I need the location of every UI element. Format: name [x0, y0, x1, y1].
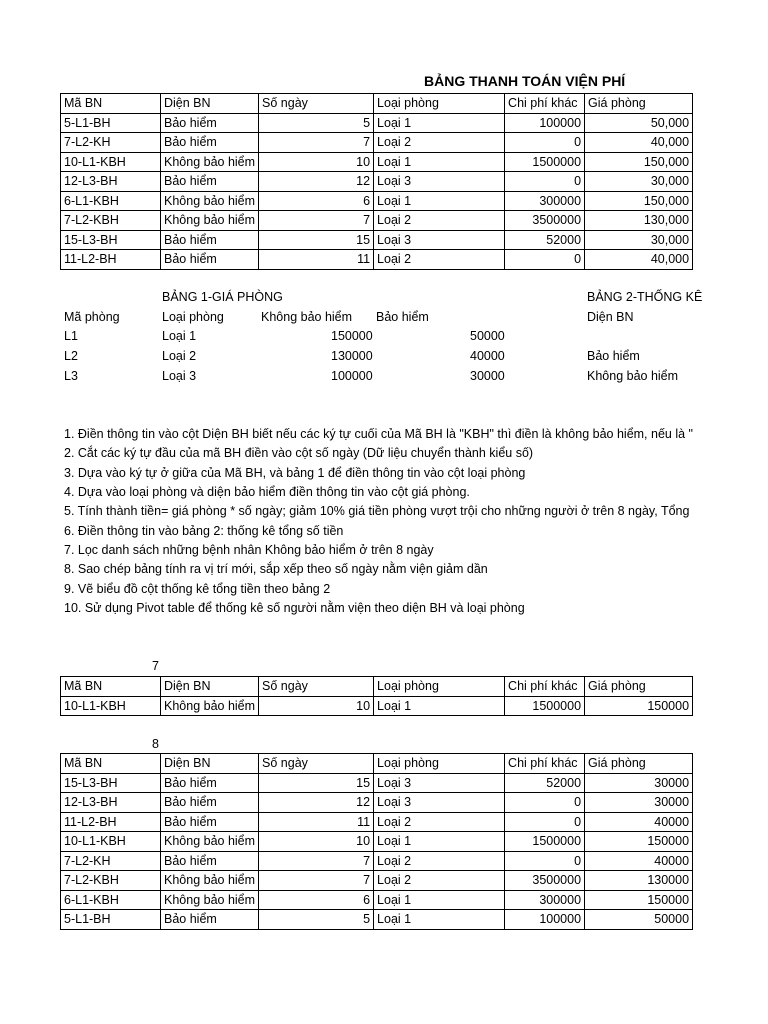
table-cell: Loại 1 — [374, 113, 505, 133]
table-cell: 150000 — [585, 696, 693, 716]
table2-row: Không bảo hiểm — [587, 369, 679, 383]
table-cell: Loại 1 — [374, 696, 505, 716]
table-row — [61, 696, 693, 716]
table-cell: 10-L1-KBH — [61, 696, 161, 716]
table1-cell: Loại 3 — [162, 369, 197, 383]
table1-header-ma-phong: Mã phòng — [64, 310, 120, 324]
table-cell: Loại 1 — [374, 832, 505, 852]
table-cell: 5-L1-BH — [61, 113, 161, 133]
table1-cell: 130000 — [331, 349, 373, 363]
table-cell: 7-L2-KBH — [61, 871, 161, 891]
table-cell: 11 — [259, 812, 374, 832]
instruction-4: 4. Dựa vào loại phòng và diện bảo hiểm điền thông tin vào cột giá phòng. — [64, 485, 470, 499]
table-row — [61, 113, 693, 133]
table-cell: Loại 3 — [374, 793, 505, 813]
table2-title: BẢNG 2-THỐNG KÊ — [587, 290, 703, 304]
table-cell: 0 — [505, 172, 585, 192]
table-cell: 52000 — [505, 773, 585, 793]
column-header: Số ngày — [259, 677, 374, 697]
table1-cell: 100000 — [331, 369, 373, 383]
table-cell: 5 — [259, 113, 374, 133]
table-cell: Bảo hiểm — [161, 133, 259, 153]
column-header: Loại phòng — [374, 754, 505, 774]
table-row — [61, 230, 693, 250]
table-cell: 0 — [505, 812, 585, 832]
table-cell: 300000 — [505, 191, 585, 211]
table-cell: 50000 — [585, 910, 693, 930]
table1-cell: 50000 — [470, 329, 505, 343]
table-cell: Loại 2 — [374, 250, 505, 270]
table-cell: Không bảo hiểm — [161, 871, 259, 891]
table-cell: 7-L2-KH — [61, 851, 161, 871]
table-header-row — [61, 754, 693, 774]
section8-label: 8 — [152, 737, 159, 751]
table-cell: 3500000 — [505, 871, 585, 891]
table-cell: Không bảo hiểm — [161, 152, 259, 172]
table2-header: Diện BN — [587, 310, 634, 324]
table-cell: Bảo hiểm — [161, 773, 259, 793]
table1-cell: Loại 1 — [162, 329, 197, 343]
column-header: Loại phòng — [374, 677, 505, 697]
table-cell: Loại 1 — [374, 910, 505, 930]
table-cell: 52000 — [505, 230, 585, 250]
table-cell: Loại 2 — [374, 871, 505, 891]
table-cell: Loại 3 — [374, 773, 505, 793]
table-row — [61, 773, 693, 793]
table-cell: 30000 — [585, 773, 693, 793]
table-row — [61, 152, 693, 172]
table1-cell: L1 — [64, 329, 78, 343]
table-cell: Loại 3 — [374, 230, 505, 250]
column-header: Chi phí khác — [505, 677, 585, 697]
table-cell: Không bảo hiểm — [161, 211, 259, 231]
instruction-7: 7. Lọc danh sách những bệnh nhân Không bảo hiểm ở trên 8 ngày — [64, 543, 434, 557]
table-cell: Loại 1 — [374, 152, 505, 172]
table-cell: 150,000 — [585, 152, 693, 172]
table2-row: Bảo hiểm — [587, 349, 640, 363]
table-cell: Loại 1 — [374, 890, 505, 910]
column-header: Chi phí khác — [505, 754, 585, 774]
column-header: Giá phòng — [585, 94, 693, 114]
table-cell: Không bảo hiểm — [161, 191, 259, 211]
table-cell: 10 — [259, 152, 374, 172]
table-row — [61, 851, 693, 871]
column-header: Diện BN — [161, 754, 259, 774]
table-cell: 0 — [505, 793, 585, 813]
table-cell: 6-L1-KBH — [61, 890, 161, 910]
table-cell: Không bảo hiểm — [161, 832, 259, 852]
table-header-row — [61, 677, 693, 697]
column-header: Mã BN — [61, 94, 161, 114]
table1-header-khong-bao-hiem: Không bảo hiểm — [261, 310, 353, 324]
table-cell: 50,000 — [585, 113, 693, 133]
table-cell: 40,000 — [585, 250, 693, 270]
table-cell: 7 — [259, 871, 374, 891]
column-header: Giá phòng — [585, 754, 693, 774]
instruction-10: 10. Sử dụng Pivot table để thống kê số người nằm viện theo diện BH và loại phòng — [64, 601, 525, 615]
table-cell: 40,000 — [585, 133, 693, 153]
table-cell: Bảo hiểm — [161, 812, 259, 832]
table-cell: 11-L2-BH — [61, 250, 161, 270]
column-header: Loại phòng — [374, 94, 505, 114]
table1-cell: 30000 — [470, 369, 505, 383]
column-header: Diện BN — [161, 677, 259, 697]
table-cell: 100000 — [505, 113, 585, 133]
table1-cell: 150000 — [331, 329, 373, 343]
table-cell: 0 — [505, 851, 585, 871]
table-cell: Bảo hiểm — [161, 230, 259, 250]
table1-cell: L2 — [64, 349, 78, 363]
table-cell: 10-L1-KBH — [61, 152, 161, 172]
table-cell: Loại 2 — [374, 812, 505, 832]
column-header: Chi phí khác — [505, 94, 585, 114]
table-cell: 7-L2-KBH — [61, 211, 161, 231]
table-cell: 130000 — [585, 871, 693, 891]
table-row — [61, 133, 693, 153]
table-cell: 7-L2-KH — [61, 133, 161, 153]
table-cell: 15-L3-BH — [61, 773, 161, 793]
table-cell: 100000 — [505, 910, 585, 930]
table-cell: Bảo hiểm — [161, 793, 259, 813]
table-cell: 15-L3-BH — [61, 230, 161, 250]
table-cell: Loại 2 — [374, 211, 505, 231]
main-table — [60, 93, 693, 270]
column-header: Diện BN — [161, 94, 259, 114]
table-cell: 11-L2-BH — [61, 812, 161, 832]
table-cell: 300000 — [505, 890, 585, 910]
instruction-2: 2. Cắt các ký tự đầu của mã BH điền vào cột số ngày (Dữ liệu chuyển thành kiểu số) — [64, 446, 534, 460]
table-cell: 1500000 — [505, 696, 585, 716]
table-cell: Loại 2 — [374, 851, 505, 871]
table-cell: Loại 2 — [374, 133, 505, 153]
table-cell: 5 — [259, 910, 374, 930]
table-header-row — [61, 94, 693, 114]
table1-header-bao-hiem: Bảo hiểm — [376, 310, 429, 324]
table-cell: 150000 — [585, 890, 693, 910]
table-row — [61, 812, 693, 832]
table-cell: 150,000 — [585, 191, 693, 211]
table-cell: 12-L3-BH — [61, 793, 161, 813]
table-cell: 10 — [259, 696, 374, 716]
section7-label: 7 — [152, 659, 159, 673]
table-cell: Bảo hiểm — [161, 851, 259, 871]
table-row — [61, 211, 693, 231]
table-cell: Bảo hiểm — [161, 172, 259, 192]
table-cell: 130,000 — [585, 211, 693, 231]
instruction-3: 3. Dựa vào ký tự ở giữa của Mã BH, và bảng 1 để điền thông tin vào cột loại phòng — [64, 466, 526, 480]
instruction-1: 1. Điền thông tin vào cột Diện BH biết nếu các ký tự cuối của Mã BH là "KBH" thì điền là không bảo hiểm, nếu là " — [64, 427, 693, 441]
table-cell: 6 — [259, 191, 374, 211]
table-cell: 1500000 — [505, 152, 585, 172]
table-row — [61, 191, 693, 211]
page-title: BẢNG THANH TOÁN VIỆN PHÍ — [424, 73, 626, 89]
section7-table — [60, 676, 693, 716]
table1-cell: L3 — [64, 369, 78, 383]
table-row — [61, 871, 693, 891]
table-cell: Bảo hiểm — [161, 250, 259, 270]
table1-title: BẢNG 1-GIÁ PHÒNG — [162, 290, 283, 304]
table1-cell: 40000 — [470, 349, 505, 363]
table-cell: 30000 — [585, 793, 693, 813]
section8-table — [60, 753, 693, 930]
table-row — [61, 172, 693, 192]
table-cell: 40000 — [585, 851, 693, 871]
table-cell: 7 — [259, 133, 374, 153]
table-cell: 12-L3-BH — [61, 172, 161, 192]
table-cell: 7 — [259, 851, 374, 871]
table-cell: 0 — [505, 250, 585, 270]
table-cell: 15 — [259, 773, 374, 793]
table-cell: 10 — [259, 832, 374, 852]
table-cell: 12 — [259, 793, 374, 813]
table-cell: 3500000 — [505, 211, 585, 231]
instruction-9: 9. Vẽ biểu đồ cột thống kê tổng tiền theo bảng 2 — [64, 582, 331, 596]
table-cell: Không bảo hiểm — [161, 696, 259, 716]
table-row — [61, 890, 693, 910]
column-header: Giá phòng — [585, 677, 693, 697]
table-cell: 12 — [259, 172, 374, 192]
table-cell: Bảo hiểm — [161, 113, 259, 133]
table-cell: Loại 1 — [374, 191, 505, 211]
instruction-8: 8. Sao chép bảng tính ra vị trí mới, sắp xếp theo số ngày nằm viện giảm dần — [64, 562, 488, 576]
column-header: Mã BN — [61, 677, 161, 697]
table-cell: 150000 — [585, 832, 693, 852]
table-cell: Không bảo hiểm — [161, 890, 259, 910]
table-cell: 11 — [259, 250, 374, 270]
table-cell: 15 — [259, 230, 374, 250]
table-row — [61, 793, 693, 813]
table-row — [61, 832, 693, 852]
instruction-5: 5. Tính thành tiền= giá phòng * số ngày; giảm 10% giá tiền phòng vượt trội cho những người ở trên 8 ngày, Tổng — [64, 504, 690, 518]
table-cell: 30,000 — [585, 172, 693, 192]
column-header: Số ngày — [259, 94, 374, 114]
table-cell: 30,000 — [585, 230, 693, 250]
table-cell: 40000 — [585, 812, 693, 832]
table-cell: 1500000 — [505, 832, 585, 852]
table-cell: 7 — [259, 211, 374, 231]
table-cell: 6-L1-KBH — [61, 191, 161, 211]
table-row — [61, 250, 693, 270]
column-header: Mã BN — [61, 754, 161, 774]
table-cell: Bảo hiểm — [161, 910, 259, 930]
table-cell: 6 — [259, 890, 374, 910]
table-row — [61, 910, 693, 930]
table1-cell: Loại 2 — [162, 349, 197, 363]
instruction-6: 6. Điền thông tin vào bảng 2: thống kê tổng số tiền — [64, 524, 344, 538]
table-cell: 0 — [505, 133, 585, 153]
table1-header-loai-phong: Loại phòng — [162, 310, 224, 324]
table-cell: 5-L1-BH — [61, 910, 161, 930]
table-cell: Loại 3 — [374, 172, 505, 192]
table-cell: 10-L1-KBH — [61, 832, 161, 852]
column-header: Số ngày — [259, 754, 374, 774]
